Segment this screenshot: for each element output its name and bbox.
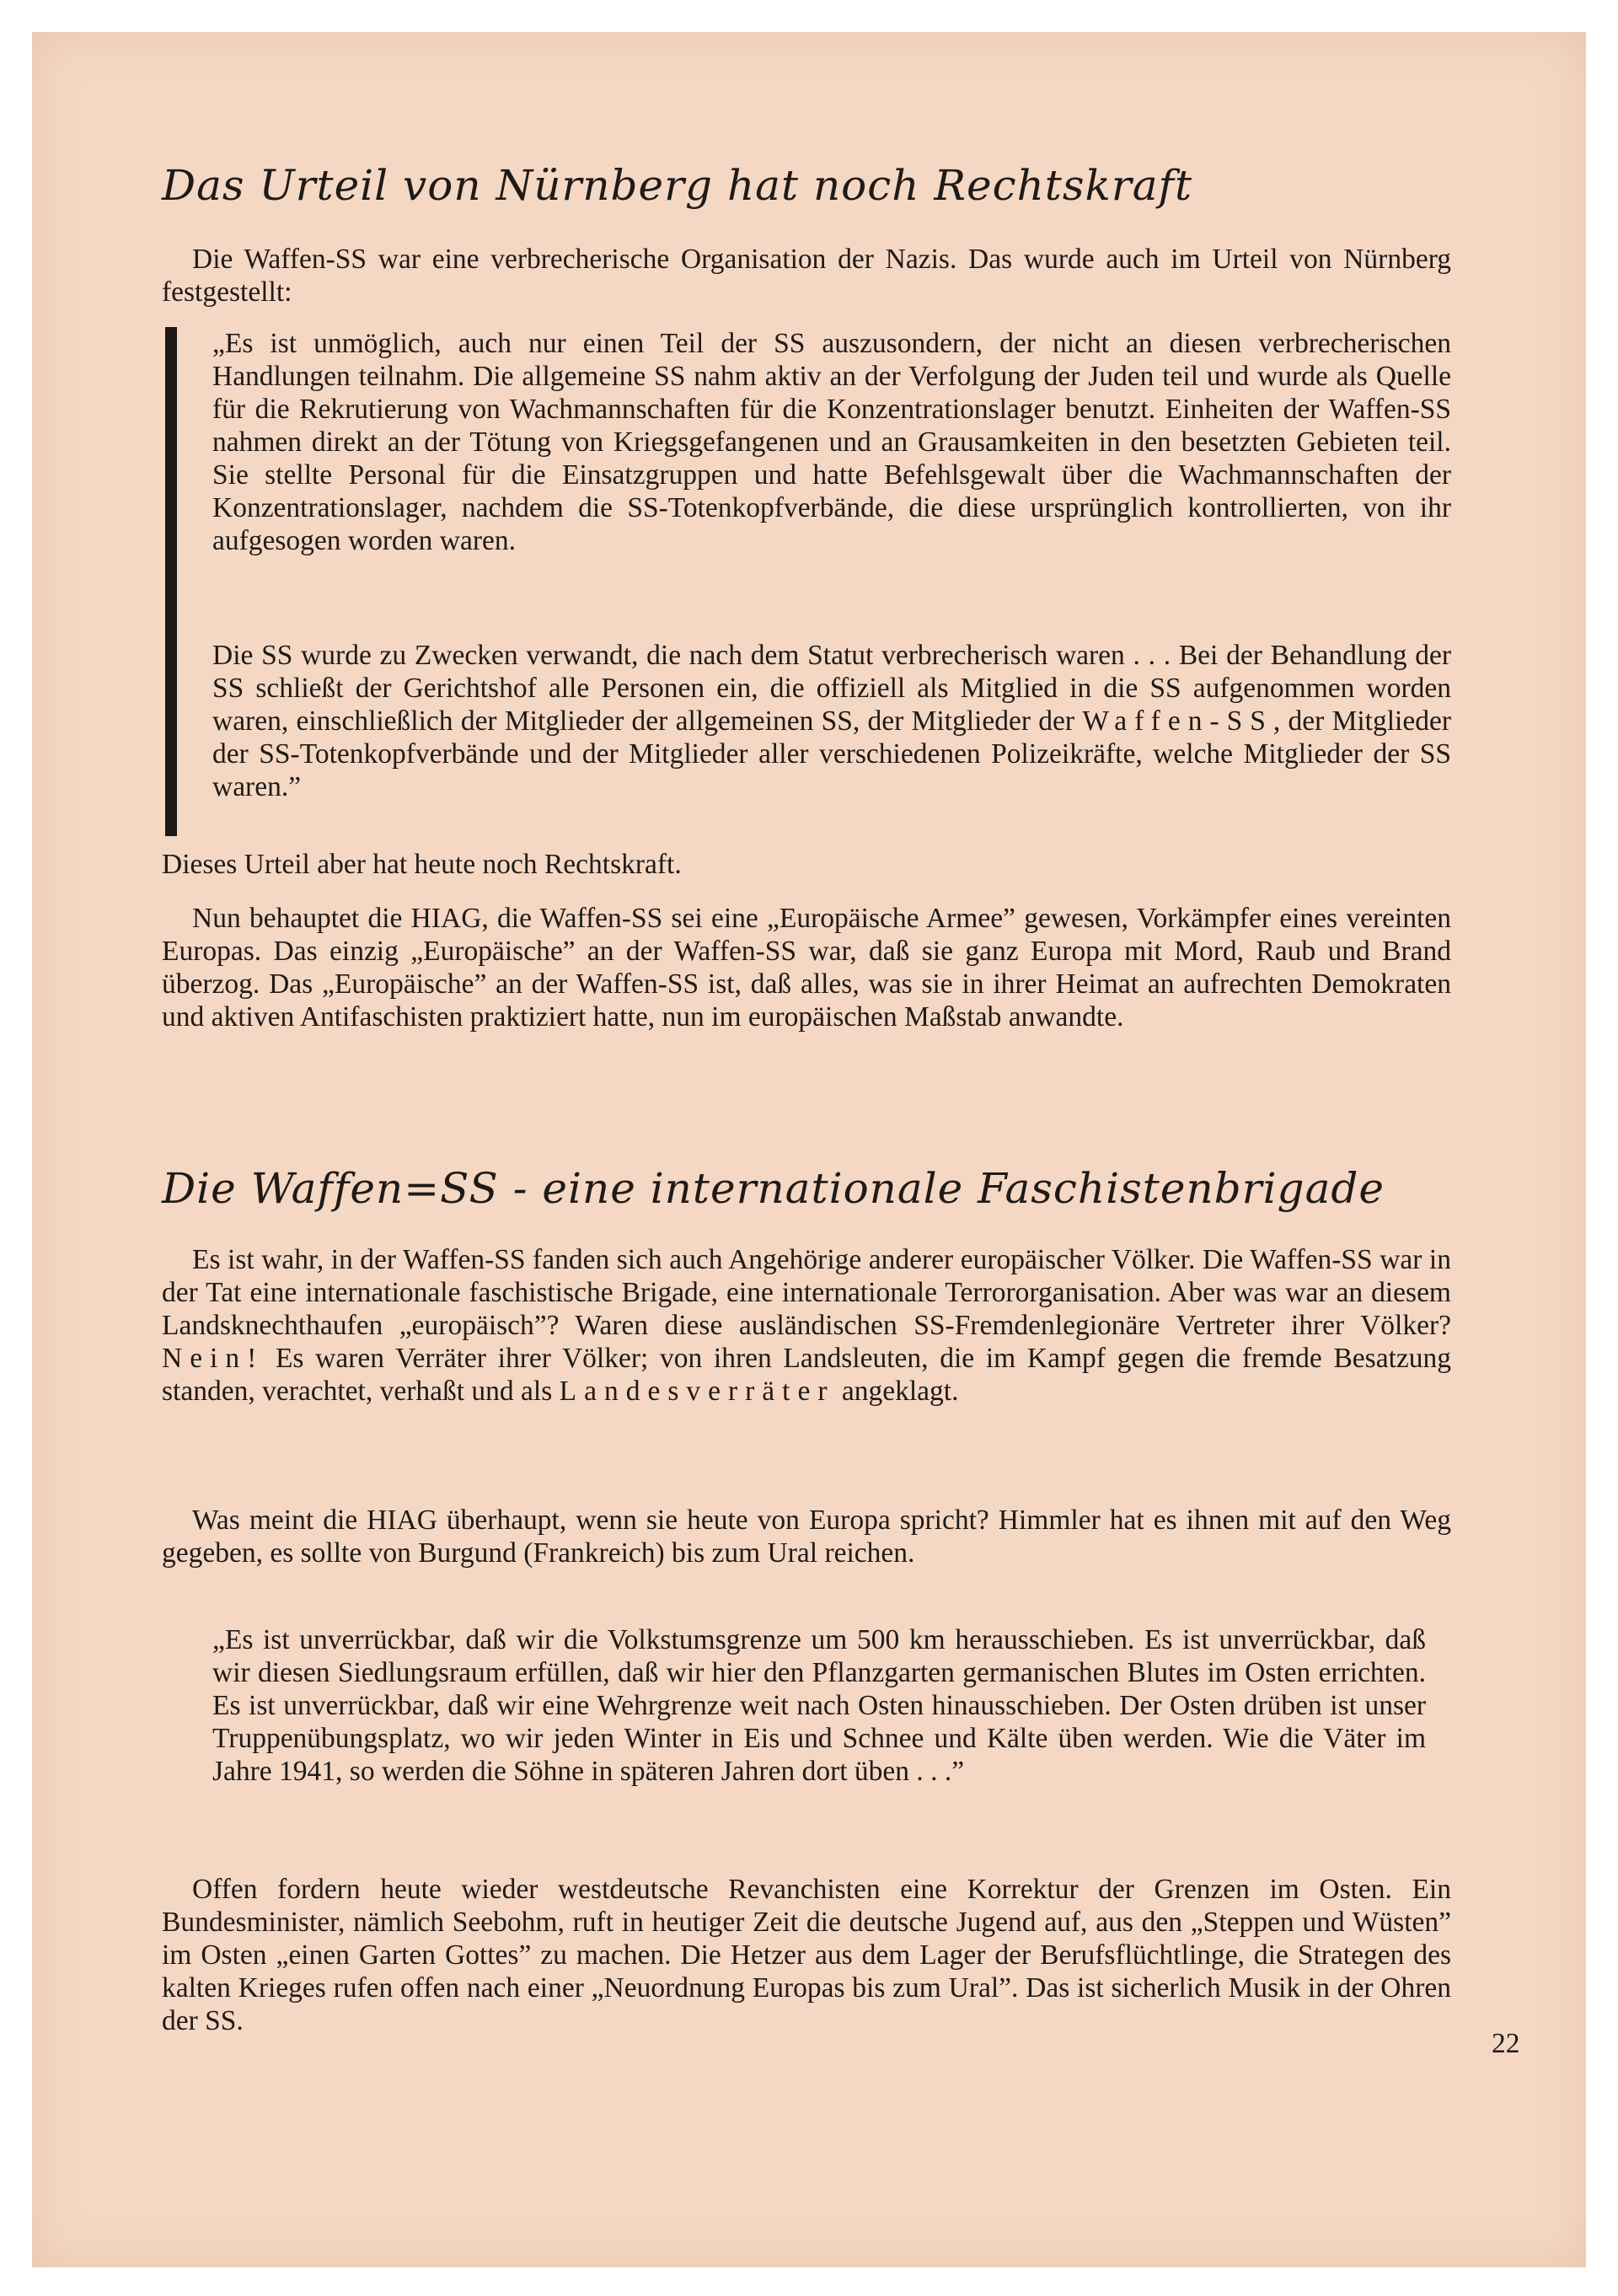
himmler-quote: „Es ist unverrückbar, daß wir die Volkstumsgrenze um 500 km herausschieben. Es ist unverrückbar, daß wir diesen Siedlungsraum erfüllen, daß wir hier den Pflanzgarten germanischen Blutes im Osten errichten. Es ist unverrückbar, daß wir eine Wehrgrenze weit nach Osten hinausschieben. Der Osten drüben ist unser Truppenübungsplatz, wo wir jeden Winter in Eis und Schnee und Kälte üben werden. Wie die Väter im Jahre 1941, so werden die Söhne in späteren Jahren dort üben . . .” [212,1624,1426,1787]
brigade-paragraph: Es ist wahr, in der Waffen-SS fanden sich auch Angehörige anderer europäischer Völker. Die Waffen-SS war in der Tat eine internationale faschistische Brigade, eine internationale Terrororganisation. Aber was war an diesem Landsknechthaufen „europäisch”? Waren diese ausländischen SS-Fremdenlegionäre Vertreter ihrer Völker? Nein! Es waren Verräter ihrer Völker; von ihren Landsleuten, die im Kampf gegen die fremde Besatzung standen, verachtet, verhaßt und als Landesverräter angeklagt. [162,1244,1451,1407]
intro-paragraph: Die Waffen-SS war eine verbrecherische Organisation der Nazis. Das wurde auch im Urteil von Nürnberg festgestellt: [162,244,1451,308]
verdict-quote-paragraph-1: „Es ist unmöglich, auch nur einen Teil der SS auszusondern, der nicht an diesen verbrecherischen Handlungen teilnahm. Die allgemeine SS nahm aktiv an der Verfolgung der Juden teil und wurde als Quelle für die Rekrutierung von Wachmannschaften für die Konzentrationslager benutzt. Einheiten der Waffen-SS nahmen direkt an der Tötung von Kriegsgefangenen und an Grausamkeiten in den besetzten Gebieten teil. Sie stellte Personal für die Einsatzgruppen und hatte Befehlsgewalt über die Wachmannschaften der Konzentrationslager, nachdem die SS-Totenkopfverbände, die diese ursprünglich kontrollierten, von ihr aufgesogen worden waren. [212,328,1451,556]
verdict-quote-paragraph-2: Die SS wurde zu Zwecken verwandt, die nach dem Statut verbrecherisch waren . . . Bei der Behandlung der SS schließt der Gerichtshof alle Personen ein, die offiziell als Mitglied in die SS aufgenommen worden waren, einschließlich der Mitglieder der allgemeinen SS, der Mitglieder der Waffen-SS, der Mitglieder der SS-Totenkopfverbände und der Mitglieder aller verschiedenen Polizeikräfte, welche Mitglieder der SS waren.” [212,640,1451,802]
spaced-word-landesverraeter: Landesverräter [559,1376,835,1407]
hiag-paragraph: Nun behauptet die HIAG, die Waffen-SS sei eine „Europäische Armee” gewesen, Vorkämpfer eines vereinten Europas. Das einzig „Europäische” an der Waffen-SS war, daß sie ganz Europa mit Mord, Raub und Brand überzog. Das „Europäische” an der Waffen-SS ist, daß alles, was sie in ihrer Heimat an aufrechten Demokraten und aktiven Antifaschisten praktiziert hatte, nun im europäischen Maßstab anwandte. [162,903,1451,1033]
spaced-word-nein: Nein! [162,1343,265,1374]
section-heading-nuernberg: Das Urteil von Nürnberg hat noch Rechtskraft [162,161,1193,210]
spaced-word-waffen-ss: Waffen-SS [1082,705,1273,737]
section-heading-faschistenbrigade: Die Waffen=SS - eine internationale Faschistenbrigade [162,1164,1385,1213]
revanchists-paragraph: Offen fordern heute wieder westdeutsche Revanchisten eine Korrektur der Grenzen im Osten. Ein Bundesminister, nämlich Seebohm, ruft in heutiger Zeit die deutsche Jugend auf, aus den „Steppen und Wüsten” im Osten „einen Garten Gottes” zu machen. Die Hetzer aus dem Lager der Berufsflüchtlinge, die Strategen des kalten Krieges rufen offen nach einer „Neuordnung Europas bis zum Ural”. Das ist sicherlich Musik in der Ohren der SS. [162,1874,1451,2036]
conclusion-line: Dieses Urteil aber hat heute noch Rechtskraft. [162,849,682,880]
page-number: 22 [1492,2028,1520,2059]
europe-paragraph: Was meint die HIAG überhaupt, wenn sie heute von Europa spricht? Himmler hat es ihnen mit auf den Weg gegeben, es sollte von Burgund (Frankreich) bis zum Ural reichen. [162,1505,1451,1569]
quote-bar [165,327,177,836]
